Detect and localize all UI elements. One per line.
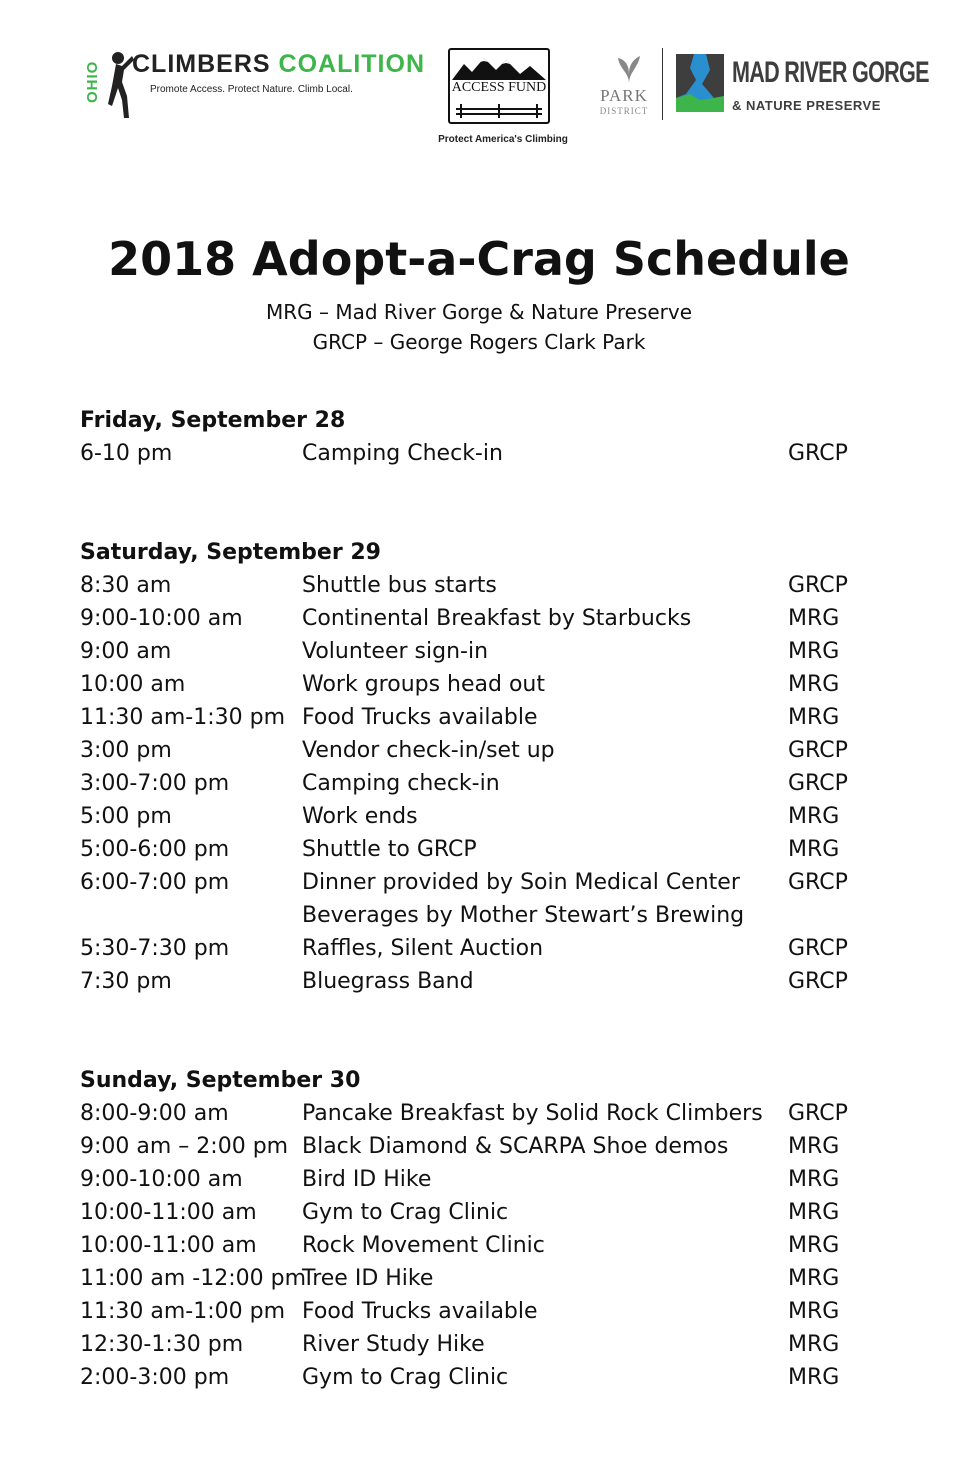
schedule-row (0, 870, 958, 903)
event-location: GRCP (788, 936, 848, 961)
event-title: Vendor check-in/set up (302, 738, 555, 763)
schedule-row (0, 1101, 958, 1134)
event-title: Rock Movement Clinic (302, 1233, 545, 1258)
event-time: 12:30-1:30 pm (80, 1332, 244, 1357)
schedule-row (0, 441, 958, 474)
access-fund-box (448, 48, 550, 124)
event-time: 7:30 pm (80, 969, 172, 994)
day-heading-sunday: Sunday, September 30 (80, 1068, 361, 1093)
event-title: Black Diamond & SCARPA Shoe demos (302, 1134, 729, 1159)
schedule-row (0, 936, 958, 969)
schedule-row (0, 1233, 958, 1266)
event-location: GRCP (788, 441, 848, 466)
event-title: Work groups head out (302, 672, 545, 697)
schedule-row (0, 1266, 958, 1299)
event-location: MRG (788, 837, 840, 862)
day-heading-friday: Friday, September 28 (80, 408, 346, 433)
schedule-row (0, 771, 958, 804)
event-location: MRG (788, 606, 840, 631)
event-title: Beverages by Mother Stewart’s Brewing (302, 903, 745, 928)
access-fund-tagline: Protect America's Climbing (438, 134, 568, 145)
page-title: 2018 Adopt-a-Crag Schedule (108, 232, 850, 286)
event-location: MRG (788, 1332, 840, 1357)
event-title: Work ends (302, 804, 418, 829)
legend-mrg: MRG – Mad River Gorge & Nature Preserve (265, 300, 693, 324)
occ-name-part2: COALITION (278, 50, 426, 78)
event-time: 9:00-10:00 am (80, 1167, 243, 1192)
schedule-row (0, 573, 958, 606)
event-title: Shuttle bus starts (302, 573, 497, 598)
legend-grcp: GRCP – George Rogers Clark Park (312, 330, 646, 354)
event-location: MRG (788, 1266, 840, 1291)
event-time: 9:00 am (80, 639, 172, 664)
schedule-row (0, 705, 958, 738)
event-time: 11:30 am-1:00 pm (80, 1299, 286, 1324)
event-time: 6-10 pm (80, 441, 173, 466)
logo-divider (662, 48, 663, 120)
park-district-name: PARK (600, 86, 648, 105)
ohio-label: OHIO (84, 60, 101, 104)
event-location: MRG (788, 1233, 840, 1258)
event-location: GRCP (788, 573, 848, 598)
event-time: 5:00-6:00 pm (80, 837, 230, 862)
mountain-icon (450, 52, 548, 82)
schedule-row (0, 738, 958, 771)
event-location: MRG (788, 1299, 840, 1324)
event-location: MRG (788, 672, 840, 697)
event-time: 2:00-3:00 pm (80, 1365, 230, 1390)
schedule-row (0, 1167, 958, 1200)
schedule-row (0, 672, 958, 705)
schedule-row (0, 606, 958, 639)
event-time: 8:30 am (80, 573, 172, 598)
schedule-row (0, 1200, 958, 1233)
event-location: GRCP (788, 771, 848, 796)
occ-name-part1: CLIMBERS (132, 50, 271, 78)
schedule-row (0, 1332, 958, 1365)
event-time: 5:00 pm (80, 804, 172, 829)
event-title: Pancake Breakfast by Solid Rock Climbers (302, 1101, 763, 1126)
ohio-climbers-coalition-logo (82, 44, 426, 124)
access-fund-logo (428, 48, 578, 152)
event-title: Camping Check-in (302, 441, 503, 466)
event-time: 9:00-10:00 am (80, 606, 243, 631)
event-location: MRG (788, 1167, 840, 1192)
event-time: 3:00-7:00 pm (80, 771, 230, 796)
schedule-row (0, 1134, 958, 1167)
event-title: Camping check-in (302, 771, 500, 796)
event-location: MRG (788, 1365, 840, 1390)
park-district-logo (592, 52, 666, 122)
event-location: MRG (788, 705, 840, 730)
mad-river-gorge-mark-icon (676, 54, 724, 112)
event-title: Food Trucks available (302, 1299, 538, 1324)
schedule-row (0, 1299, 958, 1332)
sponsor-logos (0, 0, 958, 170)
event-location: MRG (788, 1200, 840, 1225)
event-time: 10:00-11:00 am (80, 1233, 257, 1258)
access-fund-name: ACCESS FUND (451, 80, 547, 95)
event-title: Bluegrass Band (302, 969, 474, 994)
event-location: MRG (788, 639, 840, 664)
event-location: MRG (788, 1134, 840, 1159)
event-title: Raffles, Silent Auction (302, 936, 544, 961)
event-location: MRG (788, 804, 840, 829)
event-title: Dinner provided by Soin Medical Center (302, 870, 740, 895)
event-time: 11:00 am -12:00 pm (80, 1266, 307, 1291)
schedule-row (0, 1365, 958, 1398)
leaf-icon (614, 52, 644, 86)
event-title: Shuttle to GRCP (302, 837, 477, 862)
event-time: 10:00 am (80, 672, 186, 697)
schedule-row (0, 969, 958, 1002)
event-time: 3:00 pm (80, 738, 172, 763)
schedule-row (0, 639, 958, 672)
event-title: Tree ID Hike (302, 1266, 434, 1291)
event-time: 5:30-7:30 pm (80, 936, 230, 961)
event-title: River Study Hike (302, 1332, 485, 1357)
event-title: Gym to Crag Clinic (302, 1200, 509, 1225)
day-heading-saturday: Saturday, September 29 (80, 540, 381, 565)
schedule-row (0, 837, 958, 870)
mad-river-gorge-title: MAD RIVER GORGE (732, 56, 929, 89)
event-title: Food Trucks available (302, 705, 538, 730)
event-time: 11:30 am-1:30 pm (80, 705, 286, 730)
occ-name (132, 50, 425, 79)
event-time: 6:00-7:00 pm (80, 870, 230, 895)
fence-icon (450, 104, 548, 118)
schedule-row (0, 903, 958, 936)
event-time: 10:00-11:00 am (80, 1200, 257, 1225)
event-title: Gym to Crag Clinic (302, 1365, 509, 1390)
park-district-sub: DISTRICT (599, 106, 649, 116)
mad-river-gorge-logo (676, 54, 929, 116)
event-title: Continental Breakfast by Starbucks (302, 606, 692, 631)
occ-tagline: Promote Access. Protect Nature. Climb Local. (150, 84, 353, 95)
event-location: GRCP (788, 870, 848, 895)
mad-river-gorge-subtitle: & NATURE PRESERVE (732, 98, 881, 113)
event-title: Volunteer sign-in (302, 639, 489, 664)
event-location: GRCP (788, 1101, 848, 1126)
event-time: 9:00 am – 2:00 pm (80, 1134, 289, 1159)
event-title: Bird ID Hike (302, 1167, 432, 1192)
event-location: GRCP (788, 969, 848, 994)
event-location: GRCP (788, 738, 848, 763)
event-time: 8:00-9:00 am (80, 1101, 229, 1126)
schedule-row (0, 804, 958, 837)
